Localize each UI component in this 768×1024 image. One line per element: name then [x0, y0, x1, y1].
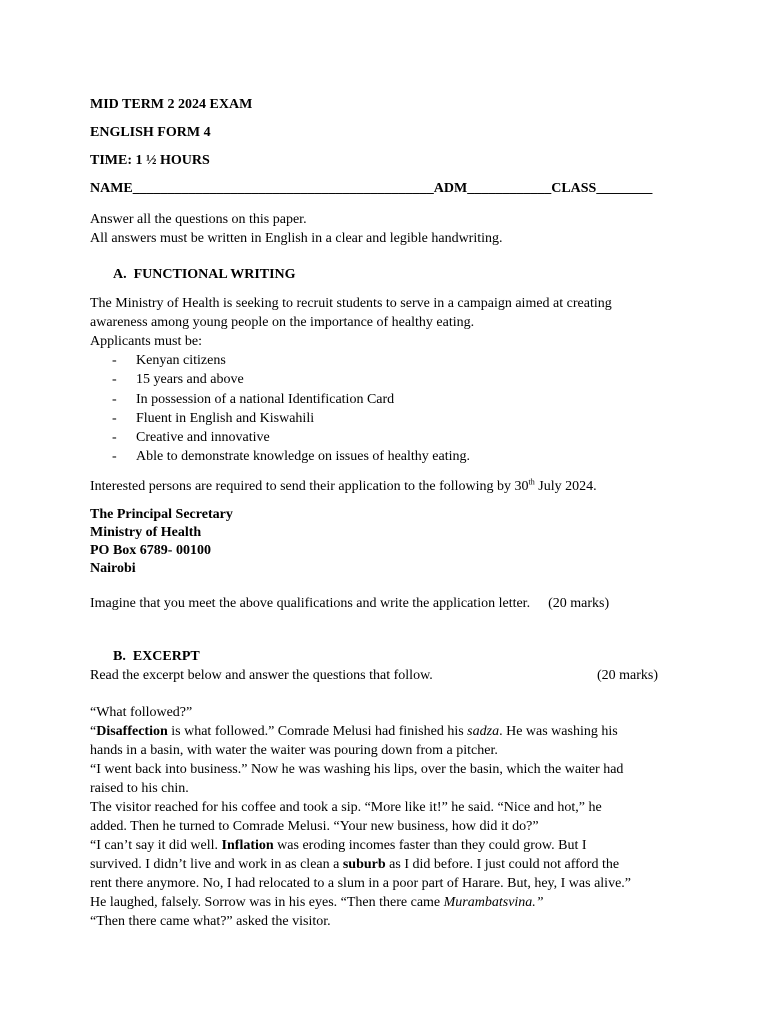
exam-title: MID TERM 2 2024 EXAM — [90, 97, 253, 112]
excerpt-text — [90, 703, 690, 931]
list-item: - Able to demonstrate knowledge on issues of healthy eating. — [112, 449, 470, 465]
name-adm-class-line: NAME___________________________________________ADM____________CLASS________ — [90, 181, 653, 196]
applicants-must-be: Applicants must be: — [90, 334, 202, 349]
excerpt-line: He laughed, falsely. Sorrow was in his eyes. “Then there came Murambatsvina.” — [90, 894, 544, 910]
section-b-title: B. EXCERPT — [113, 648, 200, 664]
instruction-1: Answer all the questions on this paper. — [90, 212, 307, 227]
instruction-2: All answers must be written in English in a clear and legible handwriting. — [90, 231, 503, 246]
list-item: - In possession of a national Identification Card — [112, 391, 395, 407]
time-allowed: TIME: 1 ½ HOURS — [90, 153, 210, 168]
excerpt-line: “Disaffection is what followed.” Comrade Melusi had finished his sadza. He was washing his — [90, 723, 618, 739]
excerpt-line: rent there anymore. No, I had relocated to a slum in a poor part of Harare. But, hey, I was alive.” — [90, 875, 631, 891]
section-a-title: A. FUNCTIONAL WRITING — [113, 267, 296, 282]
section-a-intro-2: awareness among young people on the importance of healthy eating. — [90, 315, 475, 330]
subject-title: ENGLISH FORM 4 — [90, 125, 211, 140]
address-line: Ministry of Health — [90, 524, 202, 540]
section-b-marks: (20 marks) — [596, 667, 658, 683]
section-b-instruction: Read the excerpt below and answer the questions that follow. — [90, 667, 433, 683]
excerpt-line: “What followed?” — [90, 704, 193, 720]
list-item: - Creative and innovative — [112, 430, 270, 446]
list-item: - 15 years and above — [112, 372, 244, 388]
section-b-instruction-row — [90, 666, 658, 685]
list-item: - Fluent in English and Kiswahili — [112, 410, 315, 426]
excerpt-line: The visitor reached for his coffee and took a sip. “More like it!” he said. “Nice and hot,” he — [90, 799, 602, 815]
exam-page — [90, 95, 690, 931]
section-a-marks: (20 marks) — [548, 595, 610, 611]
excerpt-line: added. Then he turned to Comrade Melusi. “Your new business, how did it do?” — [90, 818, 539, 834]
address-line: PO Box 6789- 00100 — [90, 542, 211, 558]
excerpt-line: “Then there came what?” asked the visitor. — [90, 913, 331, 929]
excerpt-line: hands in a basin, with water the waiter was pouring down from a pitcher. — [90, 742, 498, 758]
requirements-list — [90, 351, 690, 467]
excerpt-line: survived. I didn’t live and work in as clean a suburb as I did before. I just could not afford the — [90, 856, 620, 872]
excerpt-line: raised to his chin. — [90, 780, 189, 796]
address-line: Nairobi — [90, 560, 136, 576]
address-line: The Principal Secretary — [90, 506, 233, 522]
section-a-task: Imagine that you meet the above qualifications and write the application letter. (20 marks) — [90, 595, 610, 611]
excerpt-line: “I went back into business.” Now he was washing his lips, over the basin, which the waiter had — [90, 761, 624, 777]
section-a-intro-1: The Ministry of Health is seeking to recruit students to serve in a campaign aimed at creating — [90, 296, 612, 311]
address-block — [90, 506, 690, 578]
list-item: - Kenyan citizens — [112, 353, 226, 368]
excerpt-line: “I can’t say it did well. Inflation was eroding incomes faster than they could grow. But I — [90, 837, 587, 853]
deadline-line: Interested persons are required to send their application to the following by 30th July 2024. — [90, 477, 597, 494]
